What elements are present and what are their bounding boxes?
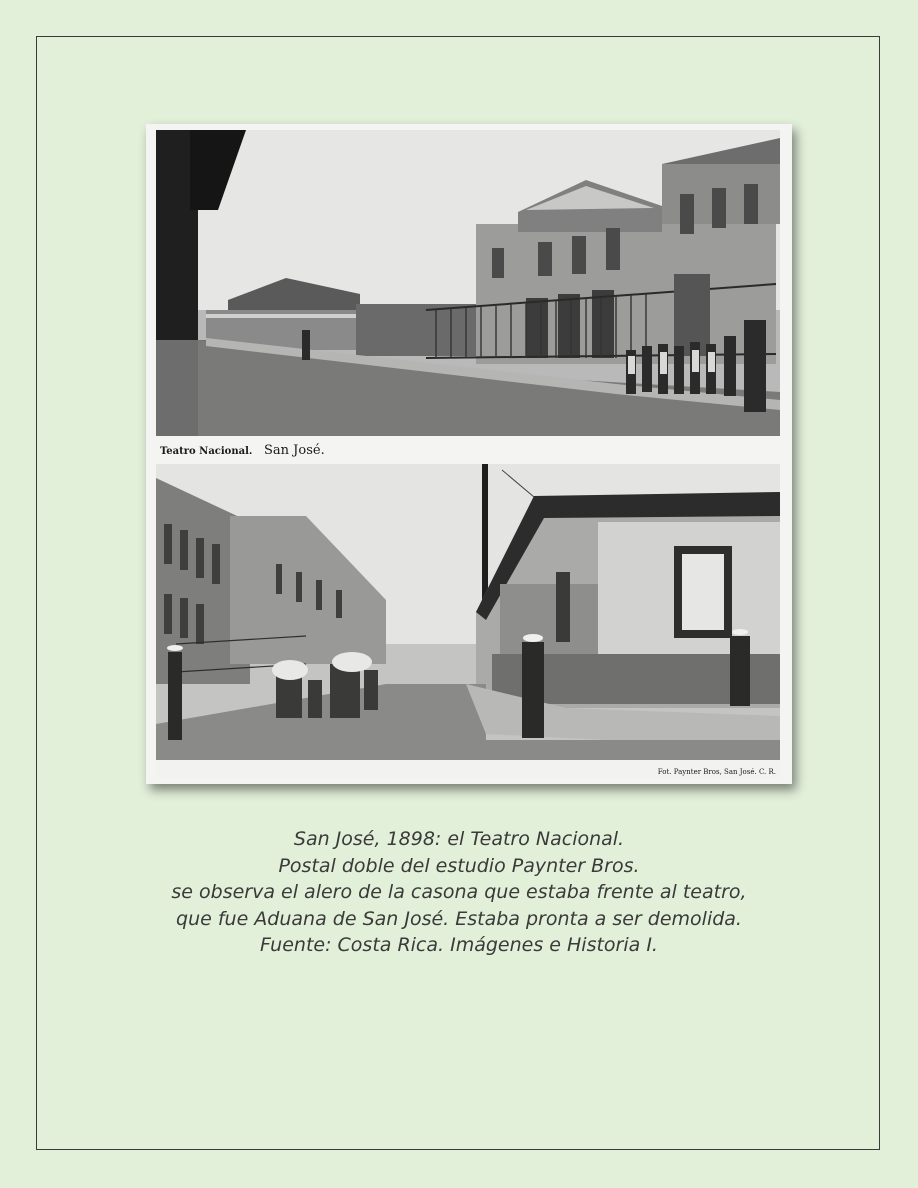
caption-line-1: San José, 1898: el Teatro Nacional.	[293, 828, 625, 850]
caption-line-5: Fuente: Costa Rica. Imágenes e Historia I.	[260, 934, 658, 956]
top-panel-label-left: Teatro Nacional.	[160, 446, 253, 457]
postcard-photo	[146, 124, 792, 784]
caption-line-3: se observa el alero de la casona que estaba frente al teatro,	[171, 881, 747, 903]
photo-credit: Fot. Paynter Bros, San José. C. R.	[657, 768, 776, 776]
caption-line-2: Postal doble del estudio Paynter Bros.	[278, 854, 640, 877]
caption-line-4: que fue Aduana de San José. Estaba pronta a ser demolida.	[176, 907, 742, 930]
top-panel	[156, 130, 780, 460]
postcard-image	[146, 124, 792, 784]
top-panel-label-right: San José.	[264, 443, 325, 458]
caption	[60, 826, 858, 959]
bottom-panel	[156, 464, 780, 778]
